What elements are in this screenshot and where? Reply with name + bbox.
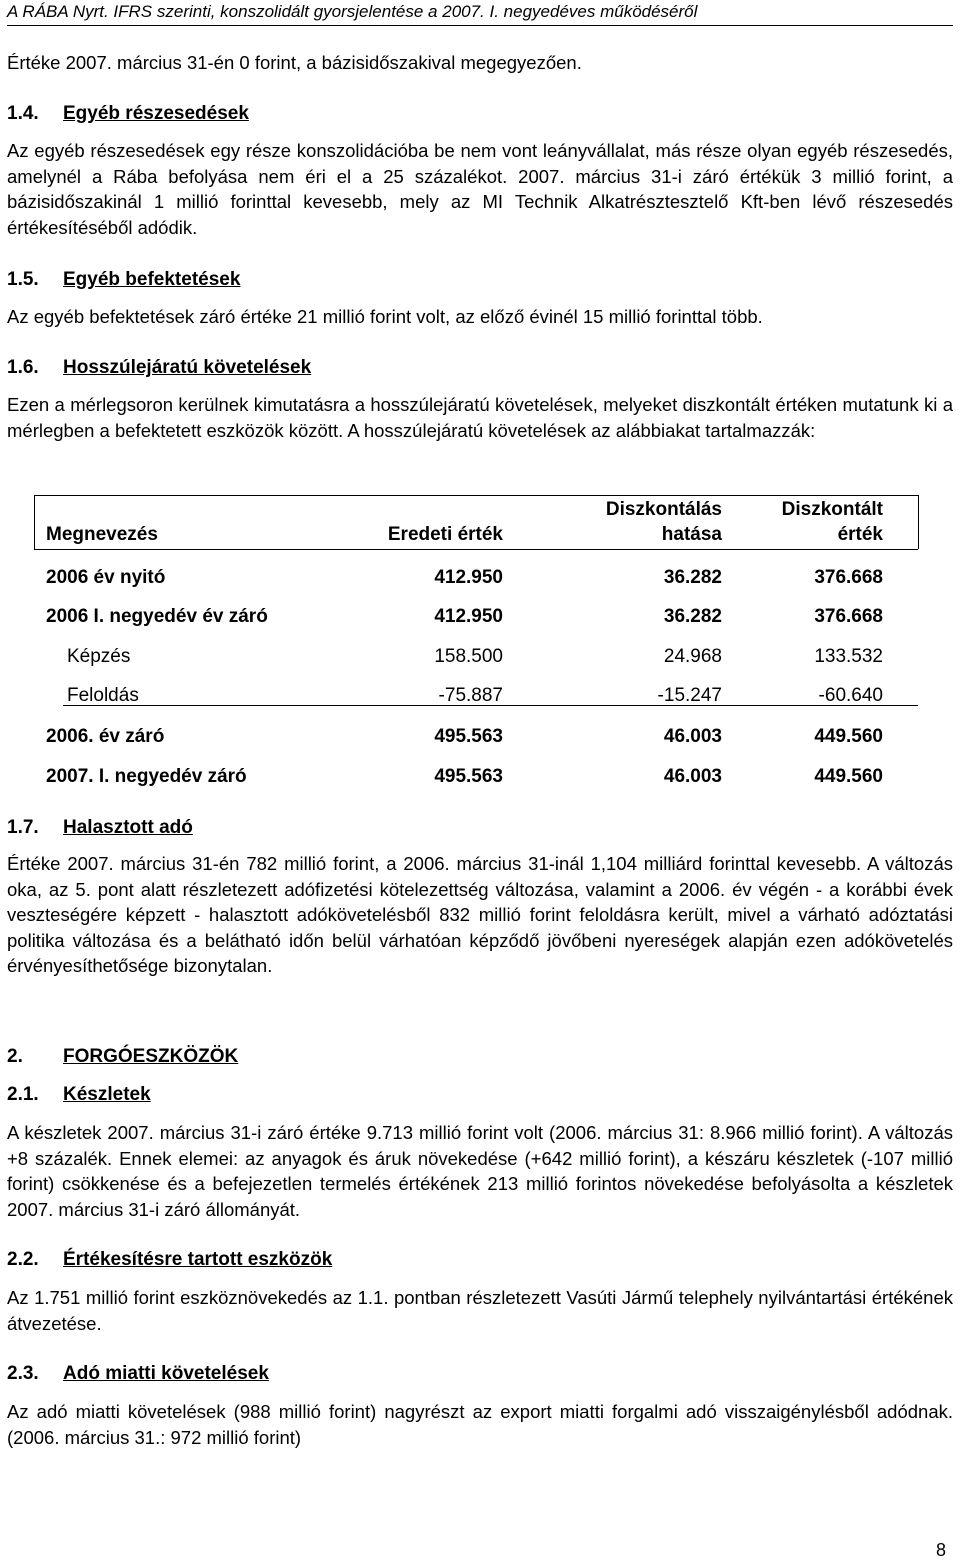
section-title: Értékesítésre tartott eszközök bbox=[63, 1249, 333, 1270]
table-row-label: 2006 év nyitó bbox=[46, 567, 166, 588]
section-number: 2.2. bbox=[7, 1249, 39, 1270]
table-left-border bbox=[34, 495, 35, 549]
section-title: Egyéb befektetések bbox=[63, 269, 241, 290]
section-body-1-4: Az egyéb részesedések egy része konszolidációba be nem vont leányvállalat, más része olyan egyéb részesedés, amelynél a Rába befolyása nem éri el a 25 százalékot. 2007. március 31-i záró értékük 3 millió forint, a bázisidőszakinál 1 millió forinttal kevesebb, mely az MI Technik Alkatrésztesztelő Kft-ben lévő részesedés értékesítéséből adódik. bbox=[7, 140, 953, 238]
table-cell-discounted: 449.560 bbox=[814, 726, 883, 747]
table-cell-discounted: 376.668 bbox=[814, 606, 883, 627]
long-term-receivables-table bbox=[7, 491, 953, 800]
col-header-original: Eredeti érték bbox=[387, 524, 503, 545]
intro-paragraph: Értéke 2007. március 31-én 0 forint, a bázisidőszakival megegyezően. bbox=[7, 52, 582, 73]
section-number: 2. bbox=[7, 1046, 23, 1067]
table-top-border bbox=[34, 495, 918, 496]
section-title: Hosszúlejáratú követelések bbox=[63, 357, 312, 378]
table-cell-discount: -15.247 bbox=[657, 685, 722, 706]
section-body-1-7: Értéke 2007. március 31-én 782 millió forint, a 2006. március 31-inál 1,104 milliárd forinttal kevesebb. A változás oka, az 5. pont alatt részletezett adófizetési kötelezettség változása, valamint a 2006. év végén - a korábbi évek veszteségére képzett - halasztott adókövetelésből 832 millió forint feloldásra került, mivel a várható adóztatási politika változása és a belátható időn belül várhatóan képződő jövőbeni nyereségek alapján ezen adókövetelés érvényesíthetősége bizonytalan. bbox=[7, 853, 953, 976]
section-number: 1.6. bbox=[7, 357, 39, 378]
section-number: 1.4. bbox=[7, 103, 39, 124]
section-title: Halasztott adó bbox=[63, 817, 193, 838]
table-cell-original: 495.563 bbox=[434, 726, 503, 747]
section-heading-1-4 bbox=[7, 101, 249, 127]
col-header-discounted-l1: Diszkontált bbox=[781, 499, 883, 520]
section-number: 1.5. bbox=[7, 269, 39, 290]
table-cell-discount: 36.282 bbox=[663, 606, 722, 627]
table-row-label: Képzés bbox=[67, 646, 131, 667]
col-header-discount-l2: hatása bbox=[661, 524, 722, 545]
col-header-discounted-l2: érték bbox=[837, 524, 883, 545]
section-heading-2-1 bbox=[7, 1082, 151, 1108]
section-heading-2-2 bbox=[7, 1247, 332, 1273]
section-body-2-1: A készletek 2007. március 31-i záró értéke 9.713 millió forint volt (2006. március 31: 8.966 millió forint). A változás +8 százalék. Ennek elemei: az anyagok és áruk növekedése (+642 millió forint), a készáru készletek (-107 millió forint) csökkenése és a befejezetlen termelés értékének 213 millió forintos növekedése befolyásolta a készletek 2007. március 31-i záró állományát. bbox=[7, 1122, 953, 1220]
col-header-name: Megnevezés bbox=[46, 524, 158, 545]
section-number: 1.7. bbox=[7, 817, 39, 838]
section-body-2-2: Az 1.751 millió forint eszköznövekedés az 1.1. pontban részletezett Vasúti Jármű telephely nyilvántartási értékének átvezetése. bbox=[7, 1287, 953, 1334]
table-cell-discount: 24.968 bbox=[663, 646, 722, 667]
section-body-2-3: Az adó miatti követelések (988 millió forint) nagyrészt az export miatti forgalmi adó visszaigénylésből adódnak. (2006. március 31.: 972 millió forint) bbox=[7, 1401, 953, 1448]
section-heading-1-5 bbox=[7, 267, 240, 293]
table-row-label: 2006 I. negyedév év záró bbox=[46, 606, 268, 627]
table-cell-original: -75.887 bbox=[438, 685, 503, 706]
table-header-divider bbox=[34, 549, 918, 550]
page-number: 8 bbox=[935, 1540, 946, 1560]
table-cell-original: 412.950 bbox=[434, 606, 503, 627]
section-title: Adó miatti követelések bbox=[63, 1363, 269, 1384]
table-cell-discount: 36.282 bbox=[663, 567, 722, 588]
section-body-1-6: Ezen a mérlegsoron kerülnek kimutatásra a hosszúlejáratú követelések, melyeket diszkontált értéken mutatunk ki a mérlegben a befektetett eszközök között. A hosszúlejáratú követelések az alábbiakat tartalmazzák: bbox=[7, 394, 953, 441]
table-cell-discounted: 449.560 bbox=[814, 766, 883, 787]
table-cell-discount: 46.003 bbox=[663, 766, 722, 787]
section-heading-1-6 bbox=[7, 355, 311, 381]
table-cell-discounted: -60.640 bbox=[818, 685, 883, 706]
section-heading-2-3 bbox=[7, 1361, 269, 1387]
table-cell-discount: 46.003 bbox=[663, 726, 722, 747]
section-heading-2 bbox=[7, 1044, 238, 1070]
table-cell-discounted: 376.668 bbox=[814, 567, 883, 588]
table-row-label: Feloldás bbox=[67, 685, 139, 706]
table-subtotal-divider bbox=[63, 705, 918, 706]
table-cell-original: 412.950 bbox=[434, 567, 503, 588]
section-number: 2.1. bbox=[7, 1084, 39, 1105]
section-number: 2.3. bbox=[7, 1363, 39, 1384]
section-heading-1-7 bbox=[7, 815, 193, 841]
section-title: FORGÓESZKÖZÖK bbox=[63, 1046, 239, 1067]
section-title: Egyéb részesedések bbox=[63, 103, 249, 124]
col-header-discount-l1: Diszkontálás bbox=[605, 499, 722, 520]
table-row-label: 2006. év záró bbox=[46, 726, 165, 747]
table-row-label: 2007. I. negyedév záró bbox=[46, 766, 247, 787]
running-header: A RÁBA Nyrt. IFRS szerinti, konszolidált gyorsjelentése a 2007. I. negyedéves működéséről bbox=[7, 2, 953, 26]
table-cell-original: 158.500 bbox=[434, 646, 503, 667]
section-body-1-5: Az egyéb befektetések záró értéke 21 millió forint volt, az előző évinél 15 millió forinttal több. bbox=[7, 306, 763, 327]
table-cell-original: 495.563 bbox=[434, 766, 503, 787]
table-cell-discounted: 133.532 bbox=[814, 646, 883, 667]
table-right-border bbox=[918, 495, 919, 549]
section-title: Készletek bbox=[63, 1084, 151, 1105]
